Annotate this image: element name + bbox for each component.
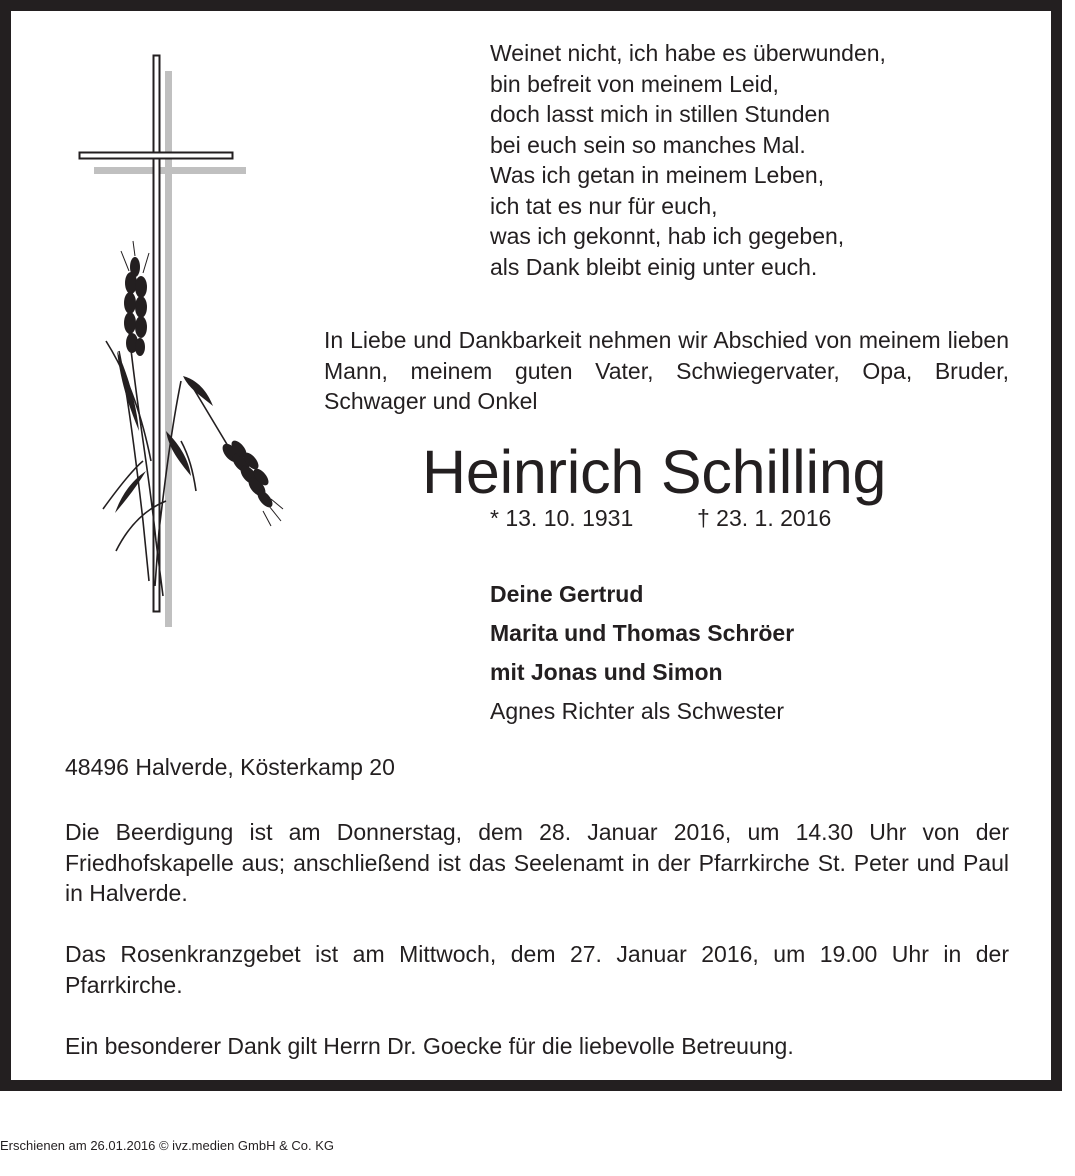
address: 48496 Halverde, Kösterkamp 20 (65, 754, 395, 780)
funeral-info: Die Beerdigung ist am Donnerstag, dem 28. Januar 2016, um 14.30 Uhr von der Friedhofskapelle aus; anschließend ist das Seelenamt in der Pfarrkirche St. Peter und Paul in Halverde. (65, 819, 1009, 906)
poem-line: Was ich getan in meinem Leben, (490, 162, 825, 188)
poem-line: als Dank bleibt einig unter euch. (490, 253, 818, 280)
thanks-note: Ein besonderer Dank gilt Herrn Dr. Goecke für die liebevolle Betreuung. (65, 1033, 794, 1059)
birth-date: * 13. 10. 1931 (490, 505, 634, 531)
publication-footer: Erschienen am 26.01.2016 © ivz.medien GmbH & Co. KG (0, 1138, 335, 1153)
signature-line: Agnes Richter als Schwester (490, 698, 785, 724)
rosary-info: Das Rosenkranzgebet ist am Mittwoch, dem 27. Januar 2016, um 19.00 Uhr in der Pfarrkirche. (65, 941, 1009, 998)
death-date: † 23. 1. 2016 (697, 505, 832, 531)
signatures (490, 575, 794, 731)
poem-line: ich tat es nur für euch, (490, 192, 718, 219)
intro-text: In Liebe und Dankbarkeit nehmen wir Abschied von meinem lieben Mann, meinem guten Vater, Schwiegervater, Opa, Bruder, Schwager und Onkel (324, 327, 1009, 414)
poem-line: was ich gekonnt, hab ich gegeben, (490, 223, 845, 249)
signature-line: mit Jonas und Simon (490, 659, 723, 685)
signature-line: Marita und Thomas Schröer (490, 620, 795, 646)
poem-line: bei euch sein so manches Mal. (490, 131, 806, 158)
cross-with-wheat-icon (71, 51, 291, 651)
signature-line: Deine Gertrud (490, 581, 644, 607)
poem (490, 38, 1050, 282)
deceased-name: Heinrich Schilling (422, 438, 887, 506)
poem-line: doch lasst mich in stillen Stunden (490, 101, 831, 127)
poem-line: bin befreit von meinem Leid, (490, 70, 779, 97)
poem-line: Weinet nicht, ich habe es überwunden, (490, 40, 886, 66)
